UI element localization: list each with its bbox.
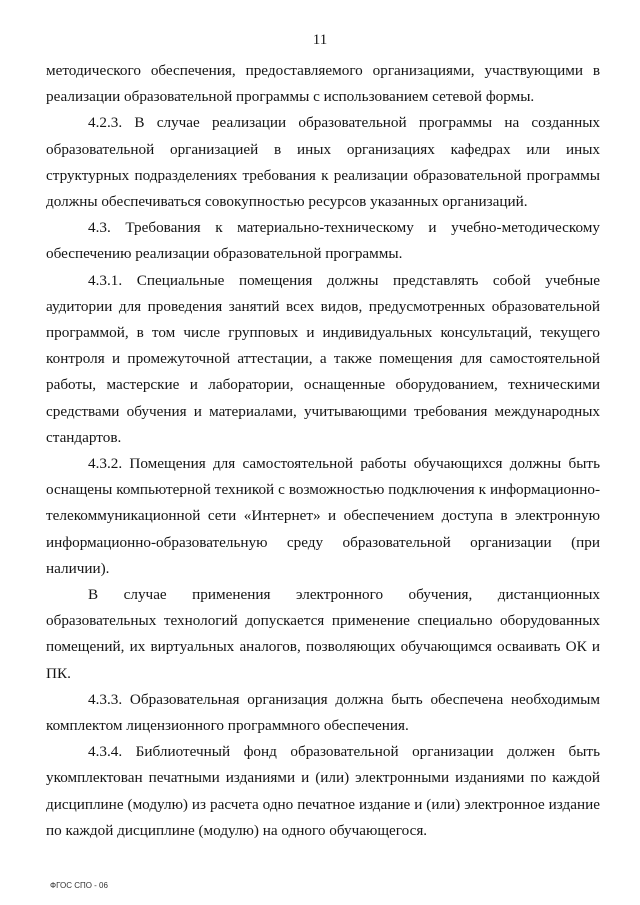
footer-label: ФГОС СПО - 06	[50, 881, 108, 890]
paragraph-continuation: методического обеспечения, предоставляемого организациями, участвующими в реализации образовательной программы с использованием сетевой формы.	[46, 62, 600, 106]
paragraph-4-3-2: 4.3.2. Помещения для самостоятельной работы обучающихся должны быть оснащены компьютерной техникой с возможностью подключения к информационно-телекоммуникационной сети «Интернет» и обеспечением доступа в электронную информационно-образовательную среду образовательной организации (при наличии).	[46, 455, 600, 577]
document-body	[46, 58, 600, 844]
paragraph-4-3-1: 4.3.1. Специальные помещения должны представлять собой учебные аудитории для проведения занятий всех видов, предусмотренных образовательной программой, в том числе групповых и индивидуальных консультаций, текущего контроля и промежуточной аттестации, а также помещения для самостоятельной работы, мастерские и лаборатории, оснащенные оборудованием, техническими средствами обучения и материалами, учитывающими требования международных стандартов.	[46, 271, 600, 446]
paragraph-4-3: 4.3. Требования к материально-техническому и учебно-методическому обеспечению реализации образовательной программы.	[46, 219, 600, 263]
paragraph-4-3-3: 4.3.3. Образовательная организация должна быть обеспечена необходимым комплектом лицензионного программного обеспечения.	[46, 690, 600, 735]
page-number: 11	[312, 32, 328, 48]
paragraph-4-2-3: 4.2.3. В случае реализации образовательной программы на созданных образовательной организацией в иных организациях кафедрах или иных структурных подразделениях требования к реализации образовательной программы должны обеспечиваться совокупностью ресурсов указанных организаций.	[46, 114, 600, 211]
paragraph-distance-learning: В случае применения электронного обучения, дистанционных образовательных технологий допускается применение специально оборудованных помещений, их виртуальных аналогов, позволяющих обучающимся осваивать ОК и ПК.	[46, 586, 600, 682]
paragraph-4-3-4: 4.3.4. Библиотечный фонд образовательной организации должен быть укомплектован печатными изданиями и (или) электронными изданиями по каждой дисциплине (модулю) из расчета одно печатное издание и (или) электронное издание по каждой дисциплине (модулю) на одного обучающегося.	[46, 743, 600, 839]
